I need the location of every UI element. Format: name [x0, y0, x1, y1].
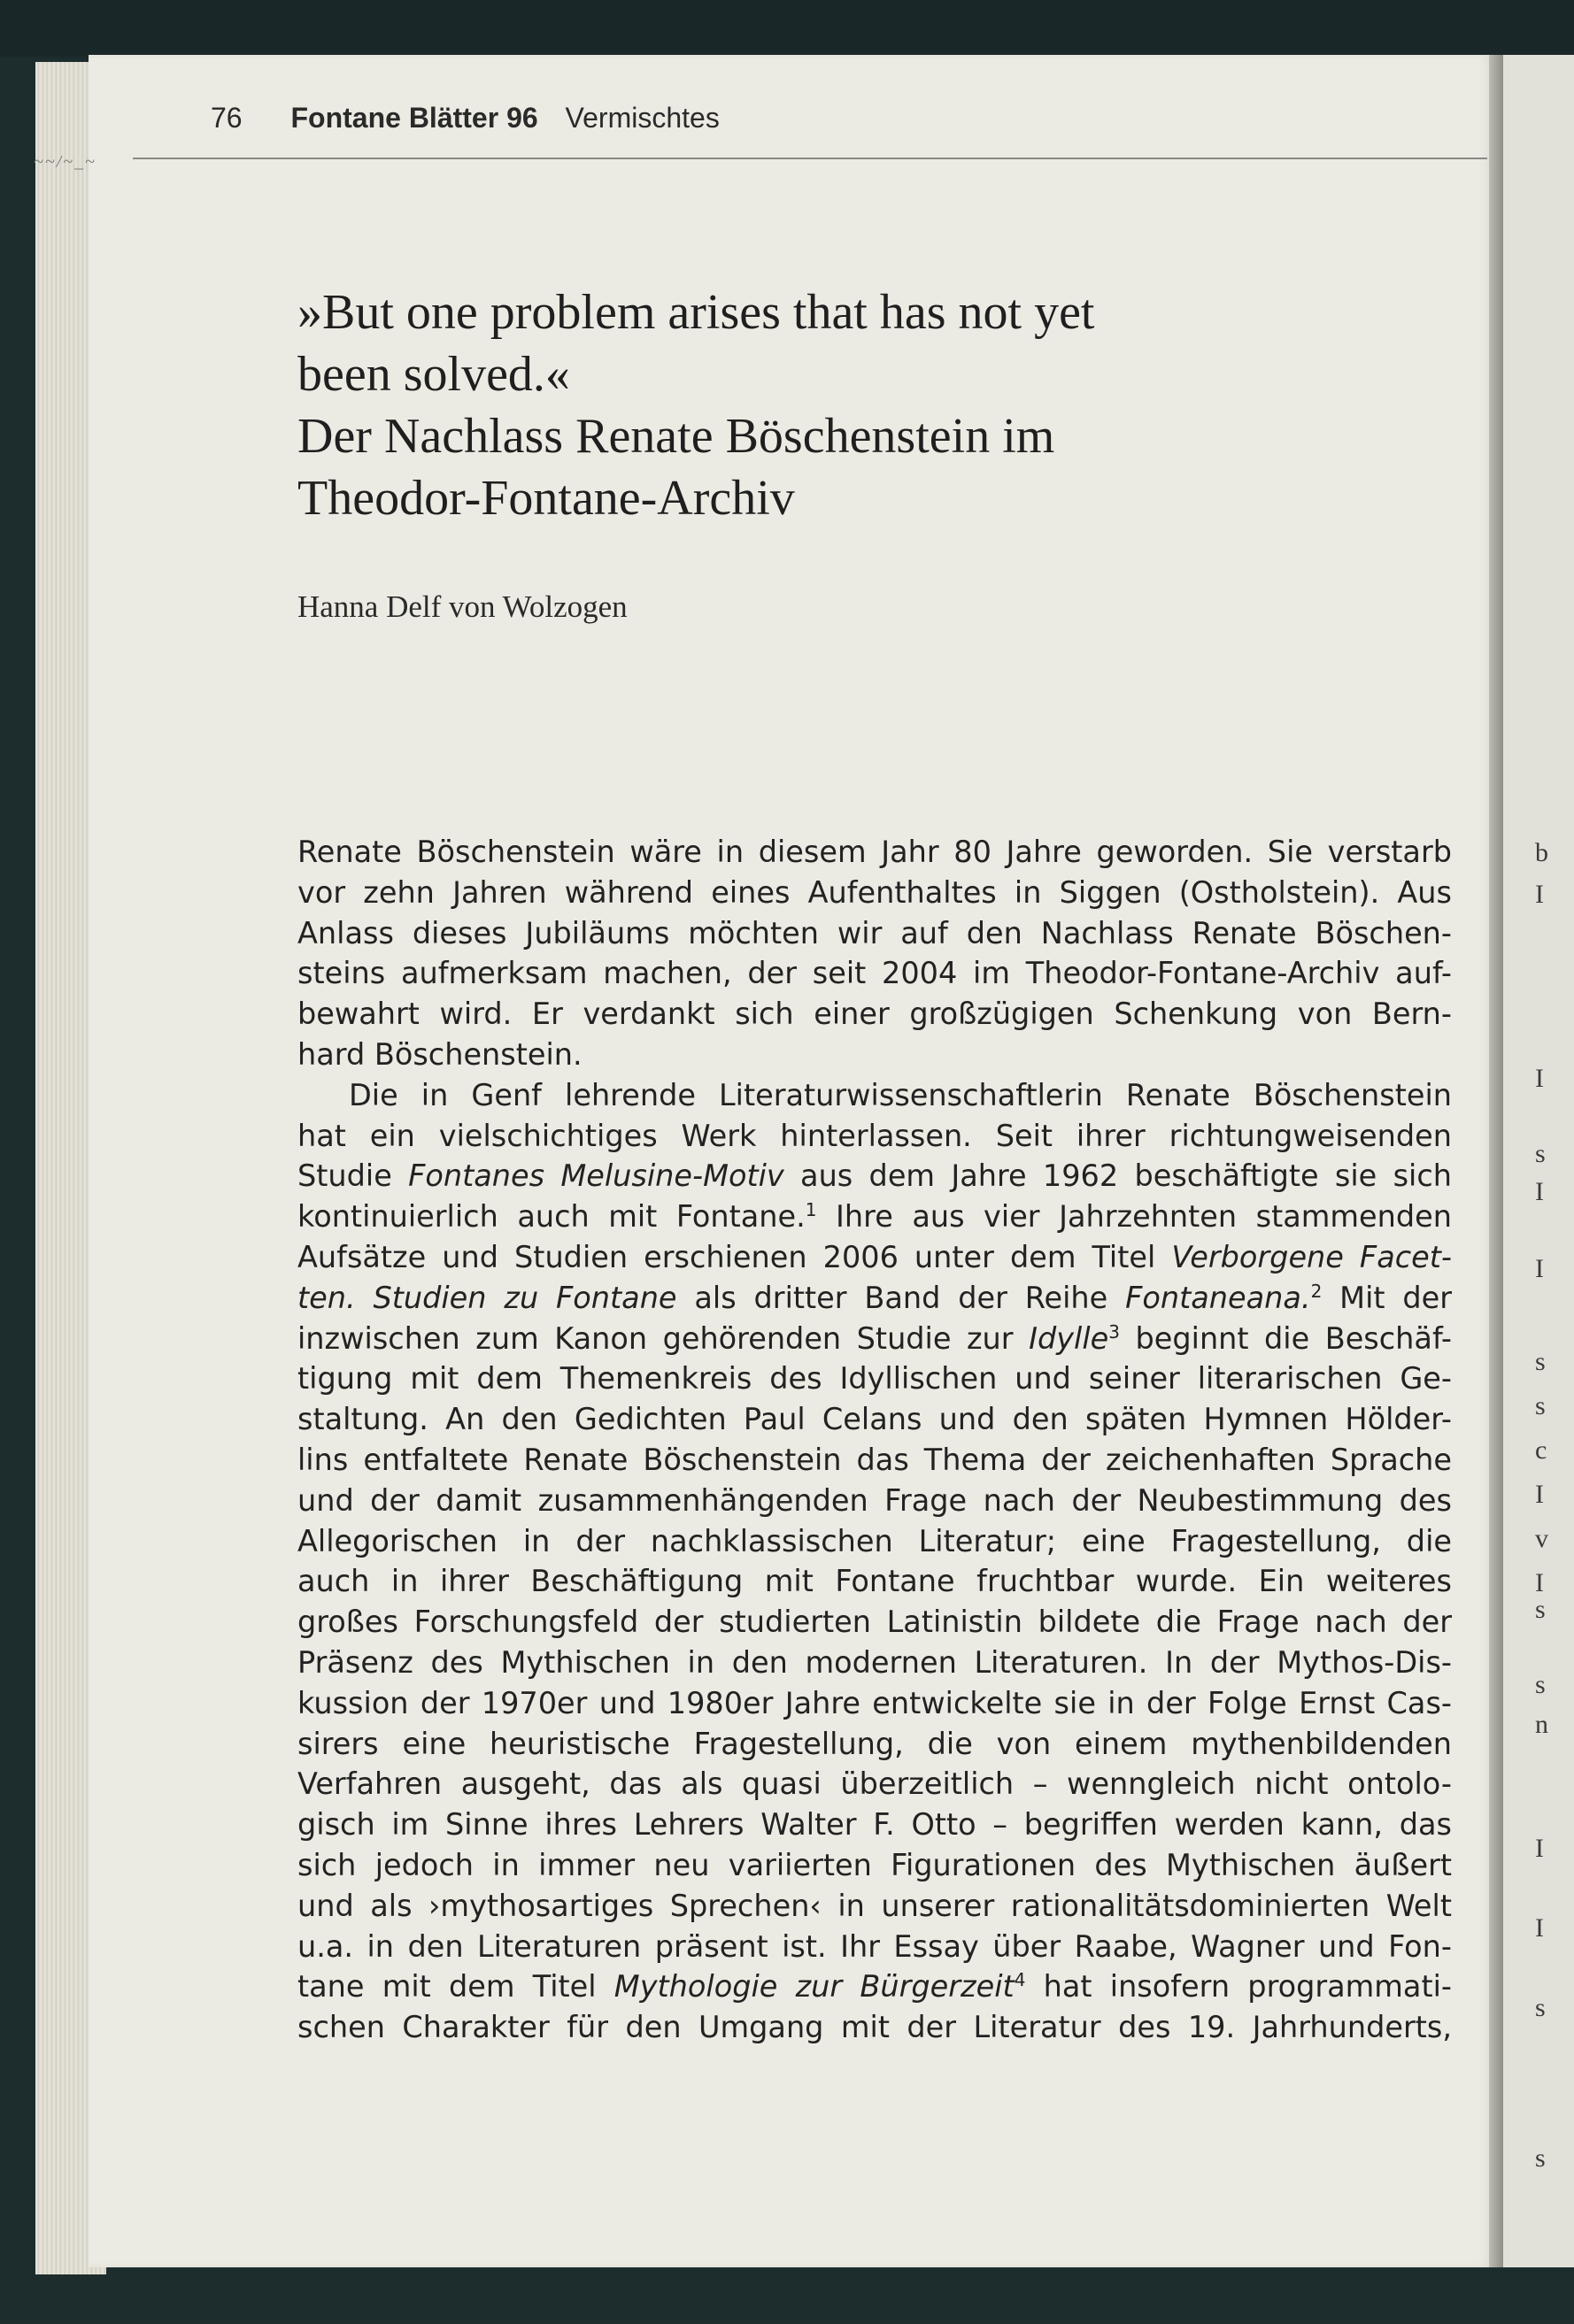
text-line: kussion der 1970er und 1980er Jahre entwickelte sie in der Folge Ernst Cas-: [297, 1685, 1452, 1720]
title-line: »But one problem arises that has not yet: [297, 285, 1095, 340]
text-line: bewahrt wird. Er verdankt sich einer großzügigen Schenkung von Bern-: [297, 997, 1452, 1032]
facing-letter: s: [1535, 1670, 1546, 1699]
facing-letter: s: [1535, 2143, 1546, 2173]
title-line: Theodor-Fontane-Archiv: [297, 471, 795, 526]
running-head: [211, 102, 720, 135]
facing-letter: n: [1535, 1710, 1548, 1739]
facing-letter: I: [1535, 880, 1544, 909]
text-line: Studie Fontanes Melusine-Motiv aus dem Jahre 1962 beschäftigte sie sich: [297, 1158, 1452, 1194]
text-line: ten. Studien zu Fontane als dritter Band der Reihe Fontaneana.$^2$ Mit der: [297, 1280, 1453, 1315]
title-line: Der Nachlass Renate Böschenstein im: [297, 409, 1055, 464]
facing-letter: I: [1535, 1064, 1544, 1093]
facing-letter: v: [1535, 1524, 1548, 1553]
text-line: Aufsätze und Studien erschienen 2006 unter dem Titel Verborgene Facet-: [297, 1239, 1452, 1274]
text-line: hat ein vielschichtiges Werk hinterlassen. Seit ihrer richtungweisenden: [297, 1118, 1452, 1153]
text-line: gisch im Sinne ihres Lehrers Walter F. Otto – begriffen werden kann, das: [297, 1807, 1452, 1843]
facing-letter: b: [1535, 838, 1548, 867]
text-line: lins entfaltete Renate Böschenstein das Thema der zeichenhaften Sprache: [297, 1442, 1452, 1477]
text-line: Die in Genf lehrende Literaturwissenschaftlerin Renate Böschenstein: [349, 1077, 1452, 1112]
text-line: steins aufmerksam machen, der seit 2004 im Theodor-Fontane-Archiv auf-: [297, 956, 1452, 991]
text-line: Renate Böschenstein wäre in diesem Jahr 80 Jahre geworden. Sie verstarb: [297, 835, 1452, 869]
facing-letter: I: [1535, 1834, 1544, 1863]
page-number: 76: [211, 102, 243, 134]
author-name: Hanna Delf von Wolzogen: [297, 589, 628, 624]
text-line: staltung. An den Gedichten Paul Celans und den späten Hymnen Hölder-: [297, 1402, 1452, 1437]
facing-letter: s: [1535, 1595, 1546, 1624]
facing-letter: c: [1535, 1435, 1547, 1465]
text-line: Verfahren ausgeht, das als quasi überzeitlich – wenngleich nicht ontolo-: [297, 1766, 1452, 1802]
facing-letter: I: [1535, 1254, 1544, 1283]
work-title: Verborgene Facet-: [1171, 1239, 1452, 1274]
text-line: inzwischen zum Kanon gehörenden Studie zur Idylle$^3$ beginnt die Beschäf-: [297, 1320, 1452, 1356]
facing-letter: I: [1535, 1568, 1544, 1597]
facing-letter: s: [1535, 1391, 1546, 1420]
work-title: Fontaneana.: [1125, 1280, 1311, 1315]
footnote-ref: 1: [805, 1199, 817, 1221]
text-line: hard Böschenstein.: [297, 1036, 583, 1072]
facing-letter: s: [1535, 1347, 1546, 1376]
text-line: kontinuierlich auch mit Fontane.$^1$ Ihre aus vier Jahrzehnten stammenden: [297, 1199, 1452, 1235]
text-line: tane mit dem Titel Mythologie zur Bürgerzeit$^4$ hat insofern programmati-: [297, 1969, 1452, 2005]
facing-letter: s: [1535, 1139, 1546, 1168]
journal-title: Fontane Blätter 96: [290, 102, 538, 134]
text-line: auch in ihrer Beschäftigung mit Fontane fruchtbar wurde. Ein weiteres: [297, 1564, 1452, 1599]
work-title: Mythologie zur Bürgerzeit: [613, 1969, 1015, 2005]
book-gutter: [1489, 55, 1503, 2267]
text-line: Anlass dieses Jubiläums möchten wir auf den Nachlass Renate Böschen-: [297, 915, 1452, 950]
work-title: ten. Studien zu Fontane: [297, 1280, 677, 1315]
facing-letter: I: [1535, 1177, 1544, 1206]
pencil-scribble: ~~/~_~: [34, 152, 96, 172]
text-line: und der damit zusammenhängenden Frage nach der Neubestimmung des: [297, 1482, 1452, 1518]
title-line: been solved.«: [297, 347, 570, 402]
footnote-ref: 3: [1108, 1320, 1120, 1343]
section-name: Vermischtes: [565, 102, 720, 134]
footnote-ref: 2: [1310, 1280, 1323, 1302]
work-title: Fontanes Melusine-Motiv: [408, 1158, 784, 1194]
facing-letter: s: [1535, 1993, 1546, 2022]
article-body: [297, 832, 1452, 2048]
footnote-ref: 4: [1014, 1969, 1026, 1991]
text-line: schen Charakter für den Umgang mit der Literatur des 19. Jahrhunderts,: [297, 2010, 1452, 2045]
text-line: sirers eine heuristische Fragestellung, die von einem mythenbildenden: [297, 1726, 1452, 1761]
book-background: [0, 0, 1574, 57]
text-line: sich jedoch in immer neu variierten Figurationen des Mythischen äußert: [297, 1847, 1452, 1882]
work-title: Idylle: [1029, 1320, 1109, 1356]
text-line: großes Forschungsfeld der studierten Latinistin bildete die Frage nach der: [297, 1604, 1452, 1640]
text-line: Allegorischen in der nachklassischen Literatur; eine Fragestellung, die: [297, 1523, 1452, 1558]
article-title: [297, 281, 1316, 529]
facing-letter: I: [1535, 1913, 1544, 1943]
text-line: und als ›mythosartiges Sprechen‹ in unserer rationalitätsdominierten Welt: [297, 1888, 1452, 1923]
text-line: vor zehn Jahren während eines Aufenthaltes in Siggen (Ostholstein). Aus: [297, 874, 1452, 910]
text-line: Präsenz des Mythischen in den modernen Literaturen. In der Mythos-Dis-: [297, 1644, 1452, 1680]
header-rule: [133, 158, 1487, 159]
text-line: tigung mit dem Themenkreis des Idyllischen und seiner literarischen Ge-: [297, 1361, 1452, 1397]
text-line: u.a. in den Literaturen präsent ist. Ihr Essay über Raabe, Wagner und Fon-: [297, 1928, 1452, 1964]
facing-page-edge: [1503, 55, 1574, 2267]
facing-letter: I: [1535, 1480, 1544, 1509]
